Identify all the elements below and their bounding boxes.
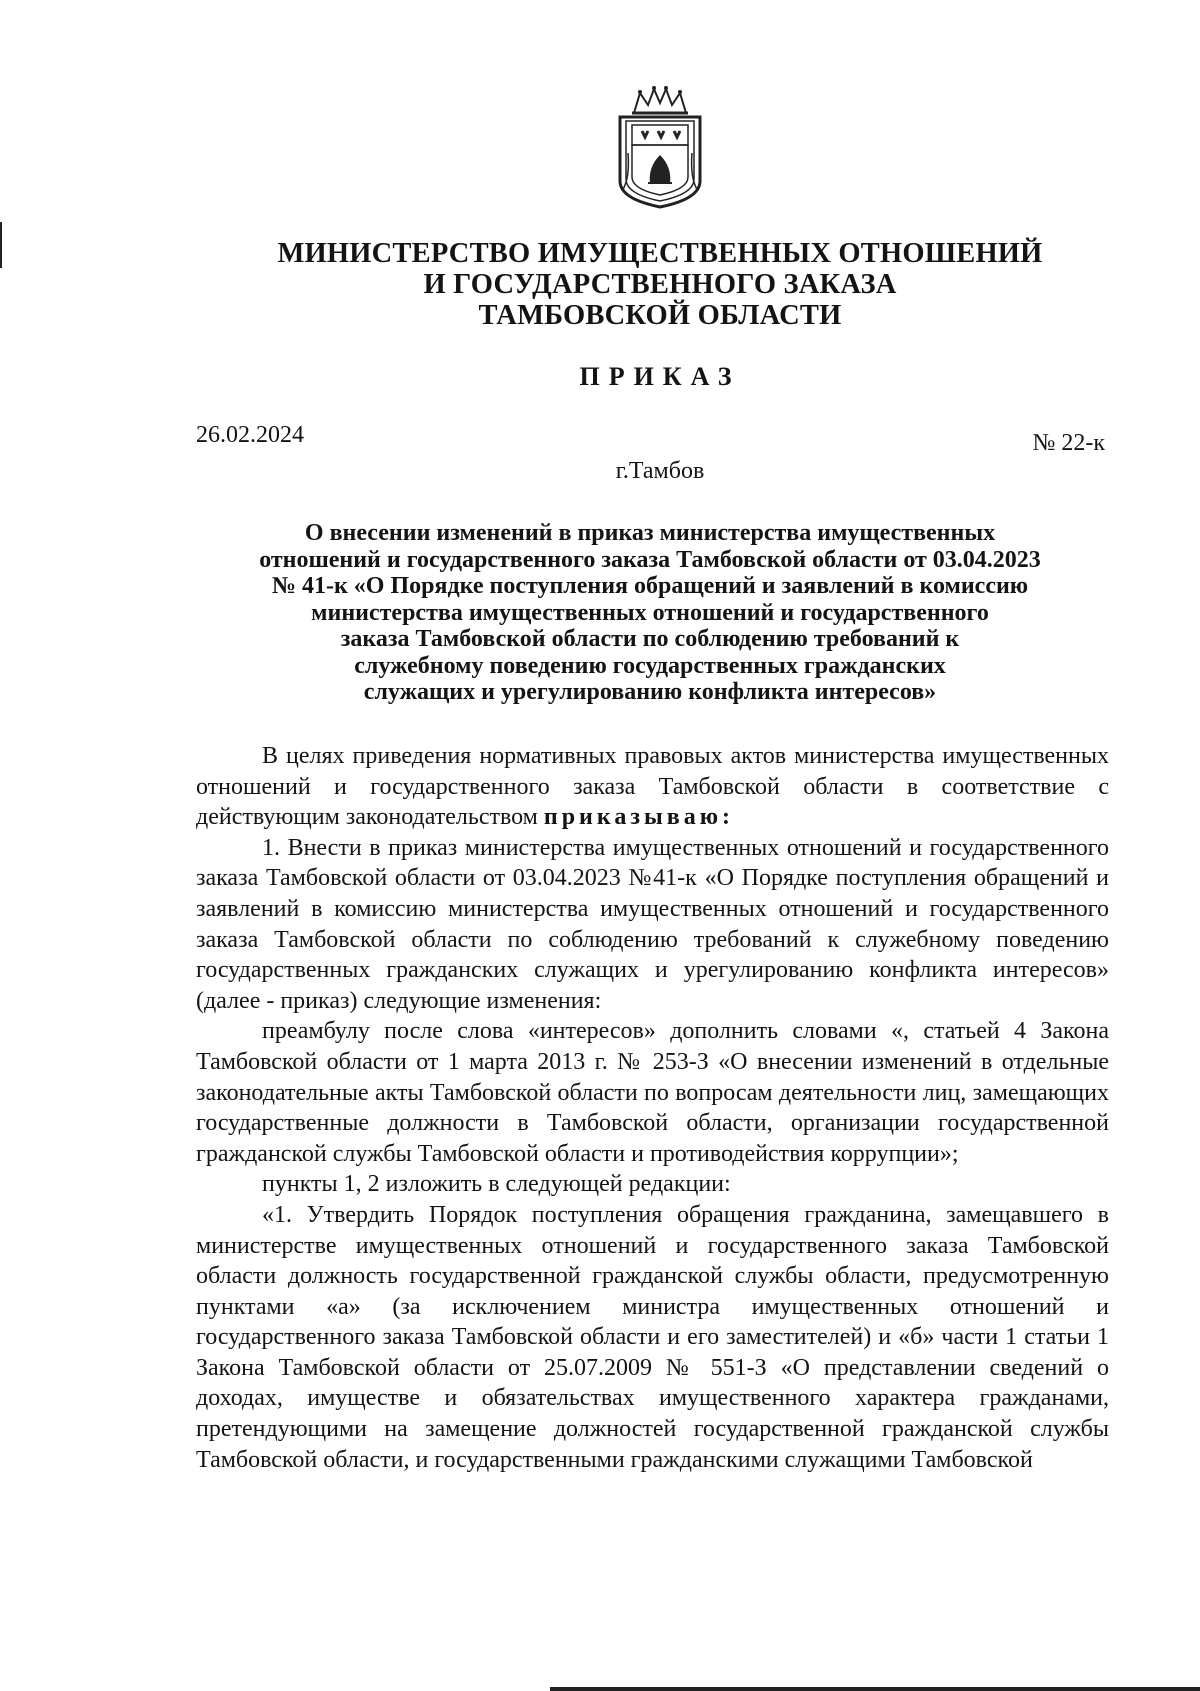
title-line: служащих и урегулированию конфликта интересов» xyxy=(363,679,937,705)
org-line-2: И ГОСУДАРСТВЕННОГО ЗАКАЗА xyxy=(423,269,897,300)
document-date: 26.02.2024 xyxy=(196,422,304,448)
preamble-change-text: преамбулу после слова «интересов» дополнить словами «, статьей 4 Закона Тамбовской области от 1 марта 2013 г. № 253-З «О внесении изменений в отдельные законодательные акты Тамбовской области по вопросам деятельности лиц, замещающих государственные должности в Тамбовской области, организации государственной гражданской службы Тамбовской области и противодействия коррупции»; xyxy=(196,1018,1109,1167)
title-line: № 41-к «О Порядке поступления обращений и заявлений в комиссию xyxy=(271,573,1029,599)
document-title xyxy=(190,520,1110,706)
paragraph-points-change xyxy=(196,1169,1109,1200)
title-line: министерства имущественных отношений и государственного xyxy=(311,599,989,626)
paragraph-new-point-1 xyxy=(196,1200,1109,1475)
org-line-1: МИНИСТЕРСТВО ИМУЩЕСТВЕННЫХ ОТНОШЕНИЙ xyxy=(277,238,1043,269)
paragraph-item-1 xyxy=(196,833,1109,1017)
order-command: приказываю: xyxy=(543,804,735,831)
scan-edge-mark xyxy=(550,1687,1200,1691)
paragraph-preamble-change xyxy=(196,1016,1109,1169)
document-number: № 22-к xyxy=(1032,430,1105,456)
org-line-3: ТАМБОВСКОЙ ОБЛАСТИ xyxy=(478,300,842,331)
points-change-text: пункты 1, 2 изложить в следующей редакции: xyxy=(262,1171,731,1198)
title-line: заказа Тамбовской области по соблюдению требований к xyxy=(340,626,960,652)
title-line: отношений и государственного заказа Тамбовской области от 03.04.2023 xyxy=(259,546,1041,573)
document-body xyxy=(196,741,1109,1475)
new-point-1-text: «1. Утвердить Порядок поступления обращения гражданина, замещавшего в министерстве имущественных отношений и государственного заказа Тамбовской области должность государственной гражданской службы области, предусмотренную пунктами «а» (за исключением министра имущественных отношений и государственного заказа Тамбовской области и его заместителей) и «б» части 1 статьи 1 Закона Тамбовской области от 25.07.2009 № 551-З «О представлении сведений о доходах, имуществе и обязательствах имущественного характера гражданами, претендующими на замещение должностей государственной гражданской службы Тамбовской области, и государственными гражданскими служащими Тамбовской xyxy=(196,1201,1109,1473)
paragraph-preamble xyxy=(196,741,1109,833)
title-line: служебному поведению государственных гражданских xyxy=(354,652,946,679)
tambov-coat-of-arms-icon xyxy=(612,83,708,209)
title-line: О внесении изменений в приказ министерства имущественных xyxy=(304,520,996,546)
scan-edge-mark xyxy=(0,222,2,268)
preamble-text: В целях приведения нормативных правовых актов министерства имущественных отношений и государственного заказа Тамбовской области в соответствие с действующим законодательством xyxy=(196,743,1109,831)
item-1-text: 1. Внести в приказ министерства имущественных отношений и государственного заказа Тамбовской области от 03.04.2023 №41-к «О Порядке поступления обращений и заявлений в комиссию министерства имущественных отношений и государственного заказа Тамбовской области по соблюдению требований к служебному поведению государственных гражданских служащих и урегулированию конфликта интересов» (далее - приказ) следующие изменения: xyxy=(196,834,1109,1014)
organization-name xyxy=(0,238,1200,331)
document-city: г.Тамбов xyxy=(615,458,705,484)
document-type: ПРИКАЗ xyxy=(579,362,741,391)
